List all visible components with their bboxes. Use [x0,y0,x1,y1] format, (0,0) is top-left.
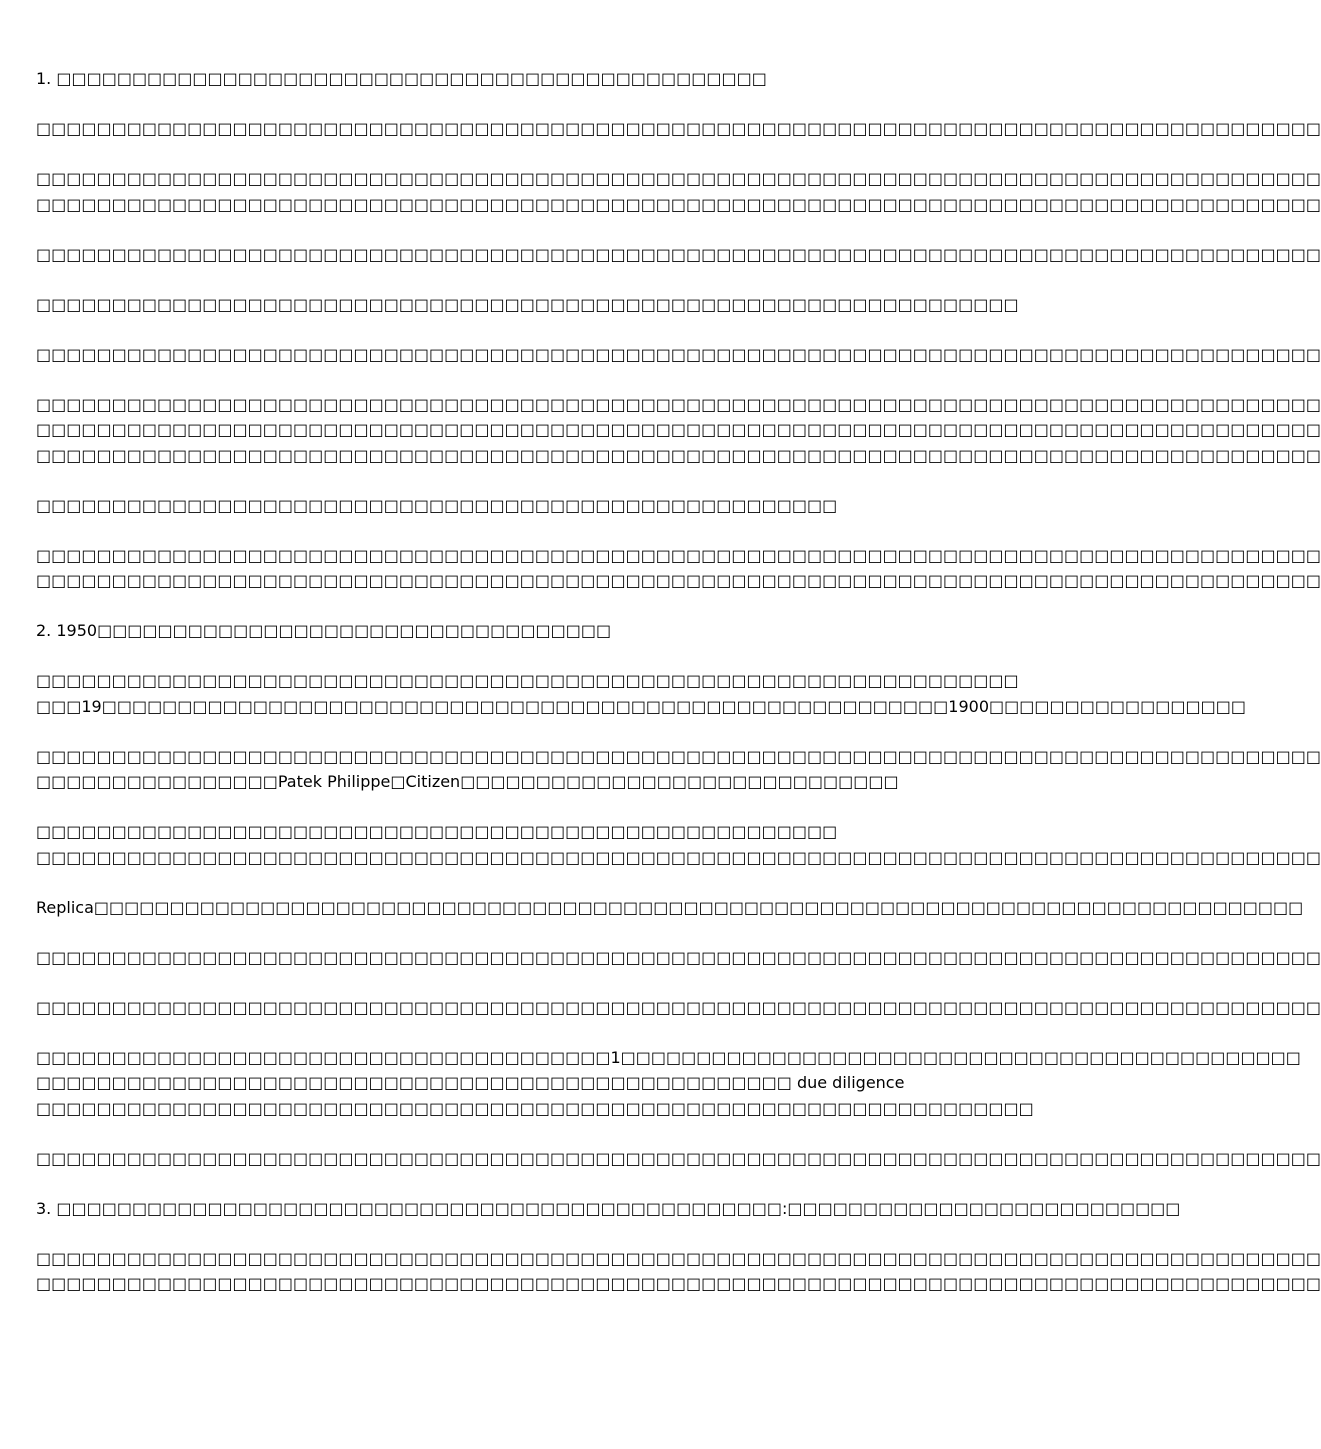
paragraph [36,744,1321,795]
paragraph [36,342,1321,368]
text-line: 1. □□□□□□□□□□□□□□□□□□□□□□□□□□□□□□□□□□□□□□□□□□□□□□□ [36,69,767,88]
paragraph [36,166,1321,217]
paragraph [36,116,1321,142]
text-line: □□□□□□□□□□□□□□□□□□□□□□□□□□□□□□□□□□□□□□□□□□□□□□□□□□□□□□□□□□□□□□□□□□□□□□□□□□□□□□□□□□□□□ [36,847,1321,867]
paragraph [36,1196,1181,1222]
paragraph [36,668,1246,719]
text-line: □□□□□□□□□□□□□□□□□□□□□□□□□□□□□□□□□□□□□□□□□□□□□□□□□□□□□□□□□□□□□□□□□□□□□□□□□□□□□□□□□□□□□ [36,445,1321,465]
text-line: □□□□□□□□□□□□□□□□□□□□□□□□□□□□□□□□□□□□□□□□□□□□□□□□□□□□□□□□□□□□□□□□□□□□□□□□□□□□□□□□□□□□□ [36,997,1321,1017]
paragraph [36,895,1304,921]
paragraph [36,242,1321,268]
paragraph [36,392,1321,469]
text-line: 3. □□□□□□□□□□□□□□□□□□□□□□□□□□□□□□□□□□□□□□□□□□□□□□□□:□□□□□□□□□□□□□□□□□□□□□□□□□□ [36,1198,1181,1218]
text-line: □□□□□□□□□□□□□□□□□□□□□□□□□□□□□□□□□□□□□□□□□□□□□□□□□□□□□□□□□□□□□□□□□□□□□□□□□□□□□□□□□□□□□ [36,746,1321,766]
text-line: □□□□□□□□□□□□□□□□□□□□□□□□□□□□□□□□□□□□□□□□□□□□□□□□□□□□□□□□□□□□□□□□□□□□□□□□□□□□□□□□□□□□□ [36,1274,1321,1293]
paragraph [36,1146,1321,1172]
text-line: □□□□□□□□□□□□□□□□□□□□□□□□□□□□□□□□□□□□□□□□□□□□□□□□□□ due diligence [36,1073,905,1092]
text-line: □□□□□□□□□□□□□□□□□□□□□□□□□□□□□□□□□□□□□□□□□□□□□□□□□□□□□□□□□□□□□□□□□□□□□□□□□□□□□□□□□□□□□ [36,947,1321,967]
paragraph [36,493,990,519]
text-line: □□□□□□□□□□□□□□□□□□□□□□□□□□□□□□□□□□□□□□□□□□□□□□□□□□□□□ [36,822,838,841]
paragraph [36,618,990,644]
text-line: □□□19□□□□□□□□□□□□□□□□□□□□□□□□□□□□□□□□□□□□□□□□□□□□□□□□□□□□□□□□1900□□□□□□□□□□□□□□□□□ [36,696,1246,716]
text-line: □□□□□□□□□□□□□□□□□□□□□□□□□□□□□□□□□□□□□□□□□□□□□□□□□□□□□□□□□□□□□□□□□□□□□□□□□□□□□□□□□□□□□ [36,420,1321,439]
paragraph [36,945,1321,971]
document-body [36,66,1321,1321]
text-line: Replica□□□□□□□□□□□□□□□□□□□□□□□□□□□□□□□□□□□□□□□□□□□□□□□□□□□□□□□□□□□□□□□□□□□□□□□□□□□□□□□□ [36,897,1304,917]
paragraph [36,1246,1321,1297]
text-line: □□□□□□□□□□□□□□□□□□□□□□□□□□□□□□□□□□□□□□□□□□□□□□□□□□□□□□□□□□□□□□□□□□□□□□□□□□□□□□□□□□□□□ [36,344,1321,364]
paragraph [36,819,1321,870]
paragraph [36,66,990,92]
text-line: □□□□□□□□□□□□□□□□□□□□□□□□□□□□□□□□□□□□□□□□□□□□□□□□□□□□□□□□□□□□□□□□□ [36,294,1019,314]
text-line: □□□□□□□□□□□□□□□□Patek Philippe□Citizen□□□□□□□□□□□□□□□□□□□□□□□□□□□□□ [36,772,899,791]
paragraph [36,543,1321,594]
text-line: 2. 1950□□□□□□□□□□□□□□□□□□□□□□□□□□□□□□□□□□ [36,621,612,640]
text-line: □□□□□□□□□□□□□□□□□□□□□□□□□□□□□□□□□□□□□□1□□□□□□□□□□□□□□□□□□□□□□□□□□□□□□□□□□□□□□□□□□□□□ [36,1047,1301,1067]
text-line: □□□□□□□□□□□□□□□□□□□□□□□□□□□□□□□□□□□□□□□□□□□□□□□□□□□□□□□□□□□□□□□□□□ [36,1098,1034,1118]
text-line: □□□□□□□□□□□□□□□□□□□□□□□□□□□□□□□□□□□□□□□□□□□□□□□□□□□□□□□□□□□□□□□□□□□□□□□□□□□□□□□□□□□□□ [36,571,1321,590]
text-line: □□□□□□□□□□□□□□□□□□□□□□□□□□□□□□□□□□□□□□□□□□□□□□□□□□□□□□□□□□□□□□□□□□□□□□□□□□□□□□□□□□□□□ [36,394,1321,414]
paragraph [36,1045,1301,1122]
paragraph [36,995,1321,1021]
text-line: □□□□□□□□□□□□□□□□□□□□□□□□□□□□□□□□□□□□□□□□□□□□□□□□□□□□□ [36,495,838,515]
text-line: □□□□□□□□□□□□□□□□□□□□□□□□□□□□□□□□□□□□□□□□□□□□□□□□□□□□□□□□□□□□□□□□□□□□□□□□□□□□□□□□□□□□□ [36,1148,1321,1168]
paragraph [36,292,1019,318]
text-line: □□□□□□□□□□□□□□□□□□□□□□□□□□□□□□□□□□□□□□□□□□□□□□□□□□□□□□□□□□□□□□□□□ [36,671,1019,690]
text-line: □□□□□□□□□□□□□□□□□□□□□□□□□□□□□□□□□□□□□□□□□□□□□□□□□□□□□□□□□□□□□□□□□□□□□□□□□□□□□□□□□□□□□ [36,169,1321,188]
text-line: □□□□□□□□□□□□□□□□□□□□□□□□□□□□□□□□□□□□□□□□□□□□□□□□□□□□□□□□□□□□□□□□□□□□□□□□□□□□□□□□□□□□□ [36,244,1321,264]
text-line: □□□□□□□□□□□□□□□□□□□□□□□□□□□□□□□□□□□□□□□□□□□□□□□□□□□□□□□□□□□□□□□□□□□□□□□□□□□□□□□□□□□□□ [36,194,1321,214]
text-line: □□□□□□□□□□□□□□□□□□□□□□□□□□□□□□□□□□□□□□□□□□□□□□□□□□□□□□□□□□□□□□□□□□□□□□□□□□□□□□□□□□□□□ [36,119,1321,138]
text-line: □□□□□□□□□□□□□□□□□□□□□□□□□□□□□□□□□□□□□□□□□□□□□□□□□□□□□□□□□□□□□□□□□□□□□□□□□□□□□□□□□□□□□ [36,545,1321,565]
text-line: □□□□□□□□□□□□□□□□□□□□□□□□□□□□□□□□□□□□□□□□□□□□□□□□□□□□□□□□□□□□□□□□□□□□□□□□□□□□□□□□□□□□□ [36,1248,1321,1268]
